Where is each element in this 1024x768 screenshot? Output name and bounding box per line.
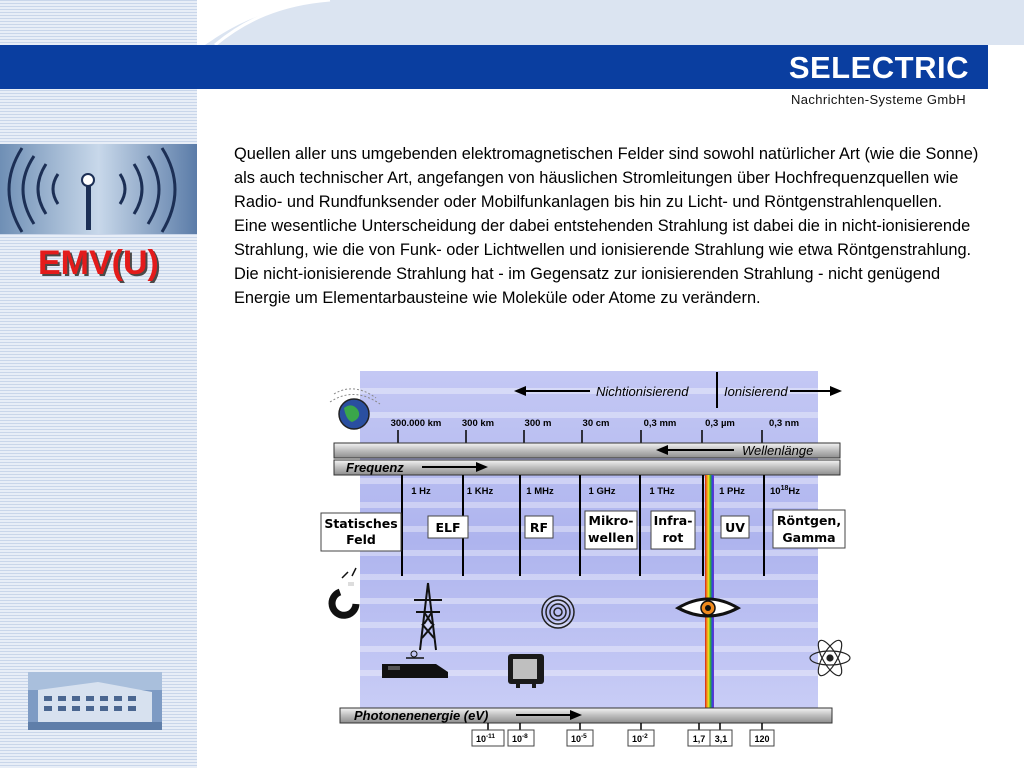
frequency-axis-label: Frequenz — [346, 460, 404, 475]
band-box-rf — [525, 516, 553, 538]
energy-box — [750, 730, 774, 746]
frequency-label: 1 KHz — [466, 486, 494, 497]
svg-text:Mikro-: Mikro- — [588, 513, 634, 528]
paragraph: Eine wesentliche Unterscheidung der dabei entstehenden Strahlung ist dabei die in nicht-ionisierende Strahlung, wie die von Funk- oder Lichtwellen und ionisierende Strahlung wie etwa Röntgenstrahlung. Die nicht-ionisierende Strahlung hat - im Gegensatz zur ionisierenden Strahlung - nicht genügend Energie um Elementarbausteine wie Moleküle oder Atome zu verändern. — [234, 217, 972, 307]
frequency-bar — [334, 460, 840, 475]
wavelength-label: 300.000 km — [390, 418, 442, 429]
nonionizing-label: Nichtionisierend — [596, 384, 689, 399]
energy-box — [688, 730, 710, 746]
photon-energy-label: Photonenenergie (eV) — [354, 708, 489, 723]
em-spectrum-diagram — [318, 368, 858, 753]
svg-text:Statisches: Statisches — [324, 516, 398, 531]
frequency-label: 1 THz — [649, 486, 675, 497]
frequency-label: 1 MHz — [526, 486, 554, 497]
radio-waves-image — [0, 144, 197, 234]
band-box-xray — [773, 510, 845, 548]
visible-light-band — [705, 475, 714, 713]
energy-box — [567, 730, 593, 746]
tv-icon — [508, 654, 544, 688]
svg-text:10-2: $10^{-2}$ — [632, 733, 648, 744]
band-box-infrared — [651, 511, 695, 549]
wavelength-label: 0,3 nm — [768, 418, 800, 429]
wavelength-label: 0,3 µm — [705, 418, 735, 429]
paragraph: Quellen aller uns umgebenden elektromagnetischen Felder sind sowohl natürlicher Art (wie die Sonne) als auch technischer Art, angefangen von häuslichen Stromleitungen über Hochfrequenzquellen wie Radio- und Rundfunksender oder Mobilfunkanlagen bis hin zu Licht- und Röntgenstrahlenquellen. — [234, 145, 979, 211]
svg-text:10-5: $10^{-5}$ — [571, 733, 587, 744]
body-text — [234, 142, 979, 310]
band-box-uv — [721, 516, 749, 538]
wavelength-label: 300 m — [524, 418, 552, 429]
band-box-microwave — [585, 511, 637, 549]
brand-subtitle: Nachrichten-Systeme GmbH — [790, 92, 966, 107]
energy-box — [472, 730, 504, 746]
ionizing-label: Ionisierend — [724, 384, 788, 399]
svg-text:wellen: wellen — [588, 530, 634, 545]
svg-text:10-11: $10^{-11}$ — [476, 733, 496, 744]
wavelength-label: 0,3 mm — [643, 418, 677, 429]
svg-text:Gamma: Gamma — [782, 530, 836, 545]
svg-text:3,1: 3,1 — [714, 734, 728, 744]
frequency-label: 1 PHz — [719, 486, 745, 497]
energy-box — [508, 730, 534, 746]
frequency-label: 1 GHz — [588, 486, 616, 497]
svg-text:1,7: 1,7 — [692, 734, 706, 744]
band-box-elf — [428, 516, 468, 538]
svg-text:Feld: Feld — [346, 532, 376, 547]
svg-text:Infra-: Infra- — [653, 513, 693, 528]
svg-text:rot: rot — [662, 530, 684, 545]
sidebar-background — [0, 0, 197, 768]
section-title: EMV(U) — [38, 244, 159, 282]
svg-text:120: 120 — [754, 734, 770, 744]
brand-name: SELECTRIC — [788, 50, 969, 85]
svg-text:Röntgen,: Röntgen, — [776, 513, 842, 528]
energy-box — [628, 730, 654, 746]
wavelength-axis-label: Wellenlänge — [742, 443, 814, 458]
wavelength-label: 30 cm — [582, 418, 610, 429]
frequency-label: $10^{18}Hz$ — [770, 485, 800, 497]
wavelength-label: 300 km — [461, 418, 495, 429]
svg-text:ELF: ELF — [435, 520, 461, 535]
band-box-static — [321, 513, 401, 551]
building-image — [28, 672, 162, 730]
svg-text:RF: RF — [529, 520, 549, 535]
magnet-icon — [332, 568, 356, 615]
svg-text:10-8: $10^{-8}$ — [512, 733, 528, 744]
frequency-label: 1 Hz — [411, 486, 431, 497]
svg-text:UV: UV — [725, 520, 745, 535]
energy-box — [710, 730, 732, 746]
